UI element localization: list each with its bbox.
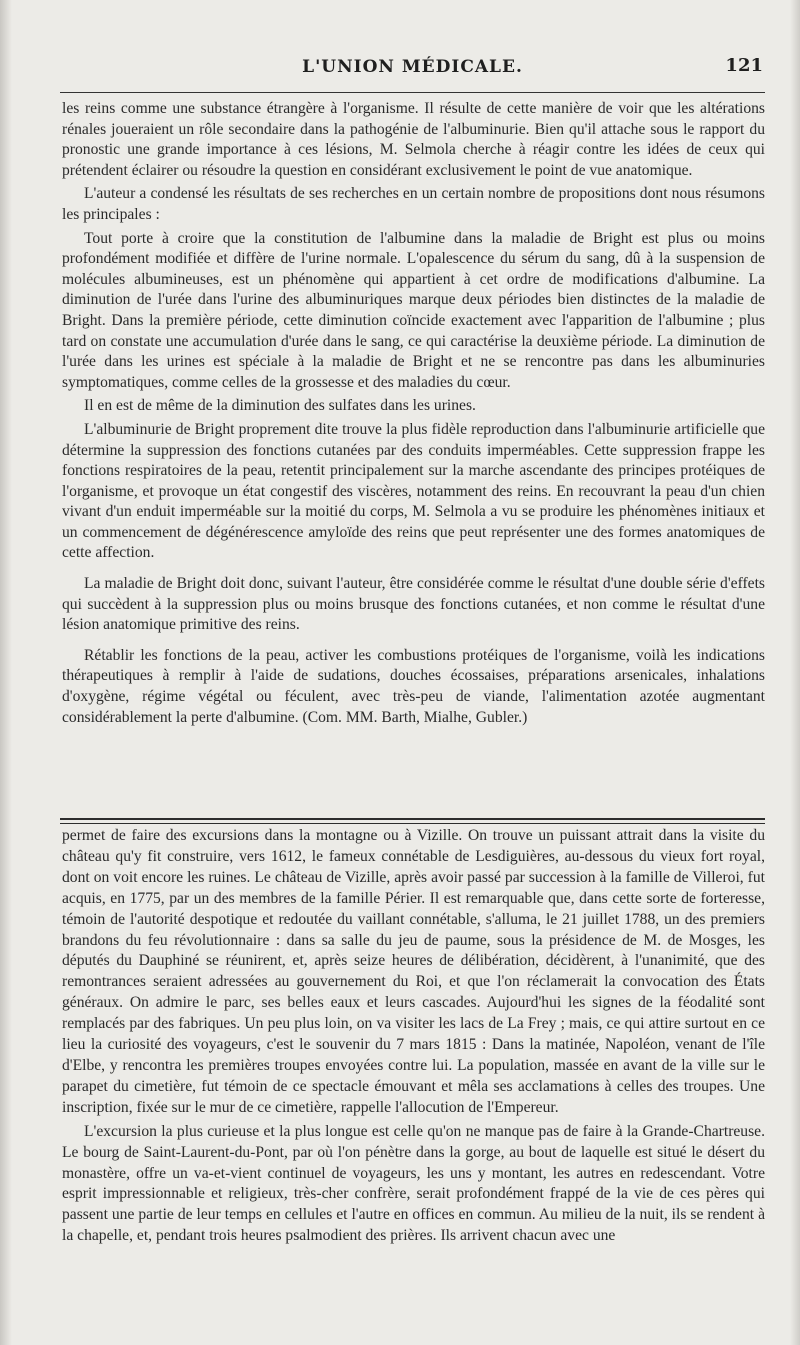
page-number: 121 — [725, 55, 763, 76]
article-paragraph: Tout porte à croire que la constitution de l'albumine dans la maladie de Bright est plus ou moins profondément modifiée et diffère de l'urine normale. L'opalescence du sérum du sang, dû à la suspension de molécules albumineuses, est un phénomène qui appartient à cet ordre de modifications d'albumine. La diminution de l'urée dans l'urine des albuminuriques marque deux périodes bien distinctes de la maladie de Bright. Dans la première période, cette diminution coïncide exactement avec l'apparition de l'albumine ; plus tard on constate une accumulation d'urée dans le sang, ce qui caractérise la deuxième période. La diminution de l'urée dans les urines est spéciale à la maladie de Bright et ne se rencontre pas dans les albuminuries symptomatiques, comme celles de la grossesse et des maladies du cœur. — [62, 229, 765, 391]
page-edge-right — [790, 0, 800, 1345]
article-paragraph: L'albuminurie de Bright proprement dite trouve la plus fidèle reproduction dans l'albuminurie artificielle que détermine la suppression des fonctions cutanées par des conduits imperméables. Cette suppression frappe les fonctions respiratoires de la peau, retentit principalement sur la marche ascendante des principes protéiques de l'organisme, et provoque un état congestif des viscères, notamment des reins. En recouvrant la peau d'un chien vivant d'un enduit imperméable sur la moitié du corps, M. Selmola a vu se produire les phénomènes initiaux et un commencement de dégénérescence amyloïde des reins que peut représenter une des formes anatomiques de cette affection. — [62, 420, 765, 562]
page-edge-left — [0, 0, 12, 1345]
feuilleton-divider — [60, 818, 765, 824]
article-paragraph: Rétablir les fonctions de la peau, activer les combustions protéiques de l'organisme, voilà les indications thérapeutiques à remplir à l'aide de sudations, douches écossaises, préparations arsenicales, inhalations d'oxygène, régime végétal ou féculent, avec très-peu de viande, l'alimentation azotée augmentant considérablement la perte d'albumine. (Com. MM. Barth, Mialhe, Gubler.) — [62, 646, 765, 726]
feuilleton-paragraph: permet de faire des excursions dans la montagne ou à Vizille. On trouve un puissant attrait dans la visite du château qu'y fit construire, vers 1612, le fameux connétable de Lesdiguières, au-dessous du vieux fort royal, dont on voit encore les ruines. Le château de Vizille, après avoir passé par succession à la famille de Villeroi, fut acquis, en 1775, par un des membres de la famille Périer. Il est remarquable que, dans cette sorte de forteresse, témoin de l'autorité despotique et redoutée du vaillant connétable, s'alluma, le 21 juillet 1788, un des premiers brandons du feu révolutionnaire : dans sa salle du jeu de paume, sous la présidence de M. de Mosges, les députés du Dauphiné se réunirent, et, après seize heures de délibération, décidèrent, à l'unanimité, que des remontrances seraient adressées au gouvernement du Roi, et que l'on réclamerait la convocation des États généraux. On admire le parc, ses belles eaux et leurs cascades. Aujourd'hui les signes de la féodalité sont remplacés par des fabriques. Un peu plus loin, on va visiter les lacs de La Frey ; mais, ce qui attire surtout en ce lieu la curiosité des voyageurs, c'est le souvenir du 7 mars 1815 : Dans la matinée, Napoléon, venant de l'île d'Elbe, y rencontra les premières troupes envoyées contre lui. La population, massée en avant de la ville sur le parapet du cimetière, fut témoin de ce spectacle émouvant et mêla ses acclamations à celles des troupes. Une inscription, fixée sur le mur de ce cimetière, rappelle l'allocution de l'Empereur. — [62, 827, 765, 1116]
running-title: L'UNION MÉDICALE. — [302, 57, 523, 77]
article-paragraph: L'auteur a condensé les résultats de ses recherches en un certain nombre de propositions dont nous résumons les principales : — [62, 185, 765, 223]
feuilleton-body — [62, 826, 765, 1247]
article-paragraph: les reins comme une substance étrangère à l'organisme. Il résulte de cette manière de voir que les altérations rénales joueraient un rôle secondaire dans la pathogénie de l'albuminurie. Bien qu'il attache sous le rapport du pronostic une grande importance à ces lésions, M. Selmola cherche à réagir contre les idées de ceux qui prétendent éclairer ou résoudre la question en considérant exclusivement le point de vue anatomique. — [62, 100, 765, 179]
header-rule — [60, 92, 765, 93]
article-body — [62, 99, 765, 728]
feuilleton-paragraph: L'excursion la plus curieuse et la plus longue est celle qu'on ne manque pas de faire à la Grande-Chartreuse. Le bourg de Saint-Laurent-du-Pont, par où l'on pénètre dans la gorge, au bout de laquelle est situé le désert du monastère, offre un va-et-vient continuel de voyageurs, les uns y montant, les autres en redescendant. Votre esprit impressionnable et religieux, très-cher confrère, serait profondément frappé de la vie de ces pères qui passent une partie de leur temps en cellules et l'autre en offices en commun. Au milieu de la nuit, ils se rendent à la chapelle, et, pendant trois heures psalmodient des prières. Ils arrivent chacun avec une — [62, 1122, 765, 1245]
article-paragraph: Il en est de même de la diminution des sulfates dans les urines. — [84, 397, 476, 415]
page-header — [60, 52, 765, 90]
article-paragraph: La maladie de Bright doit donc, suivant l'auteur, être considérée comme le résultat d'une double série d'effets qui succèdent à la suppression plus ou moins brusque des fonctions cutanées, et non comme le résultat d'une lésion anatomique primitive des reins. — [62, 575, 765, 634]
